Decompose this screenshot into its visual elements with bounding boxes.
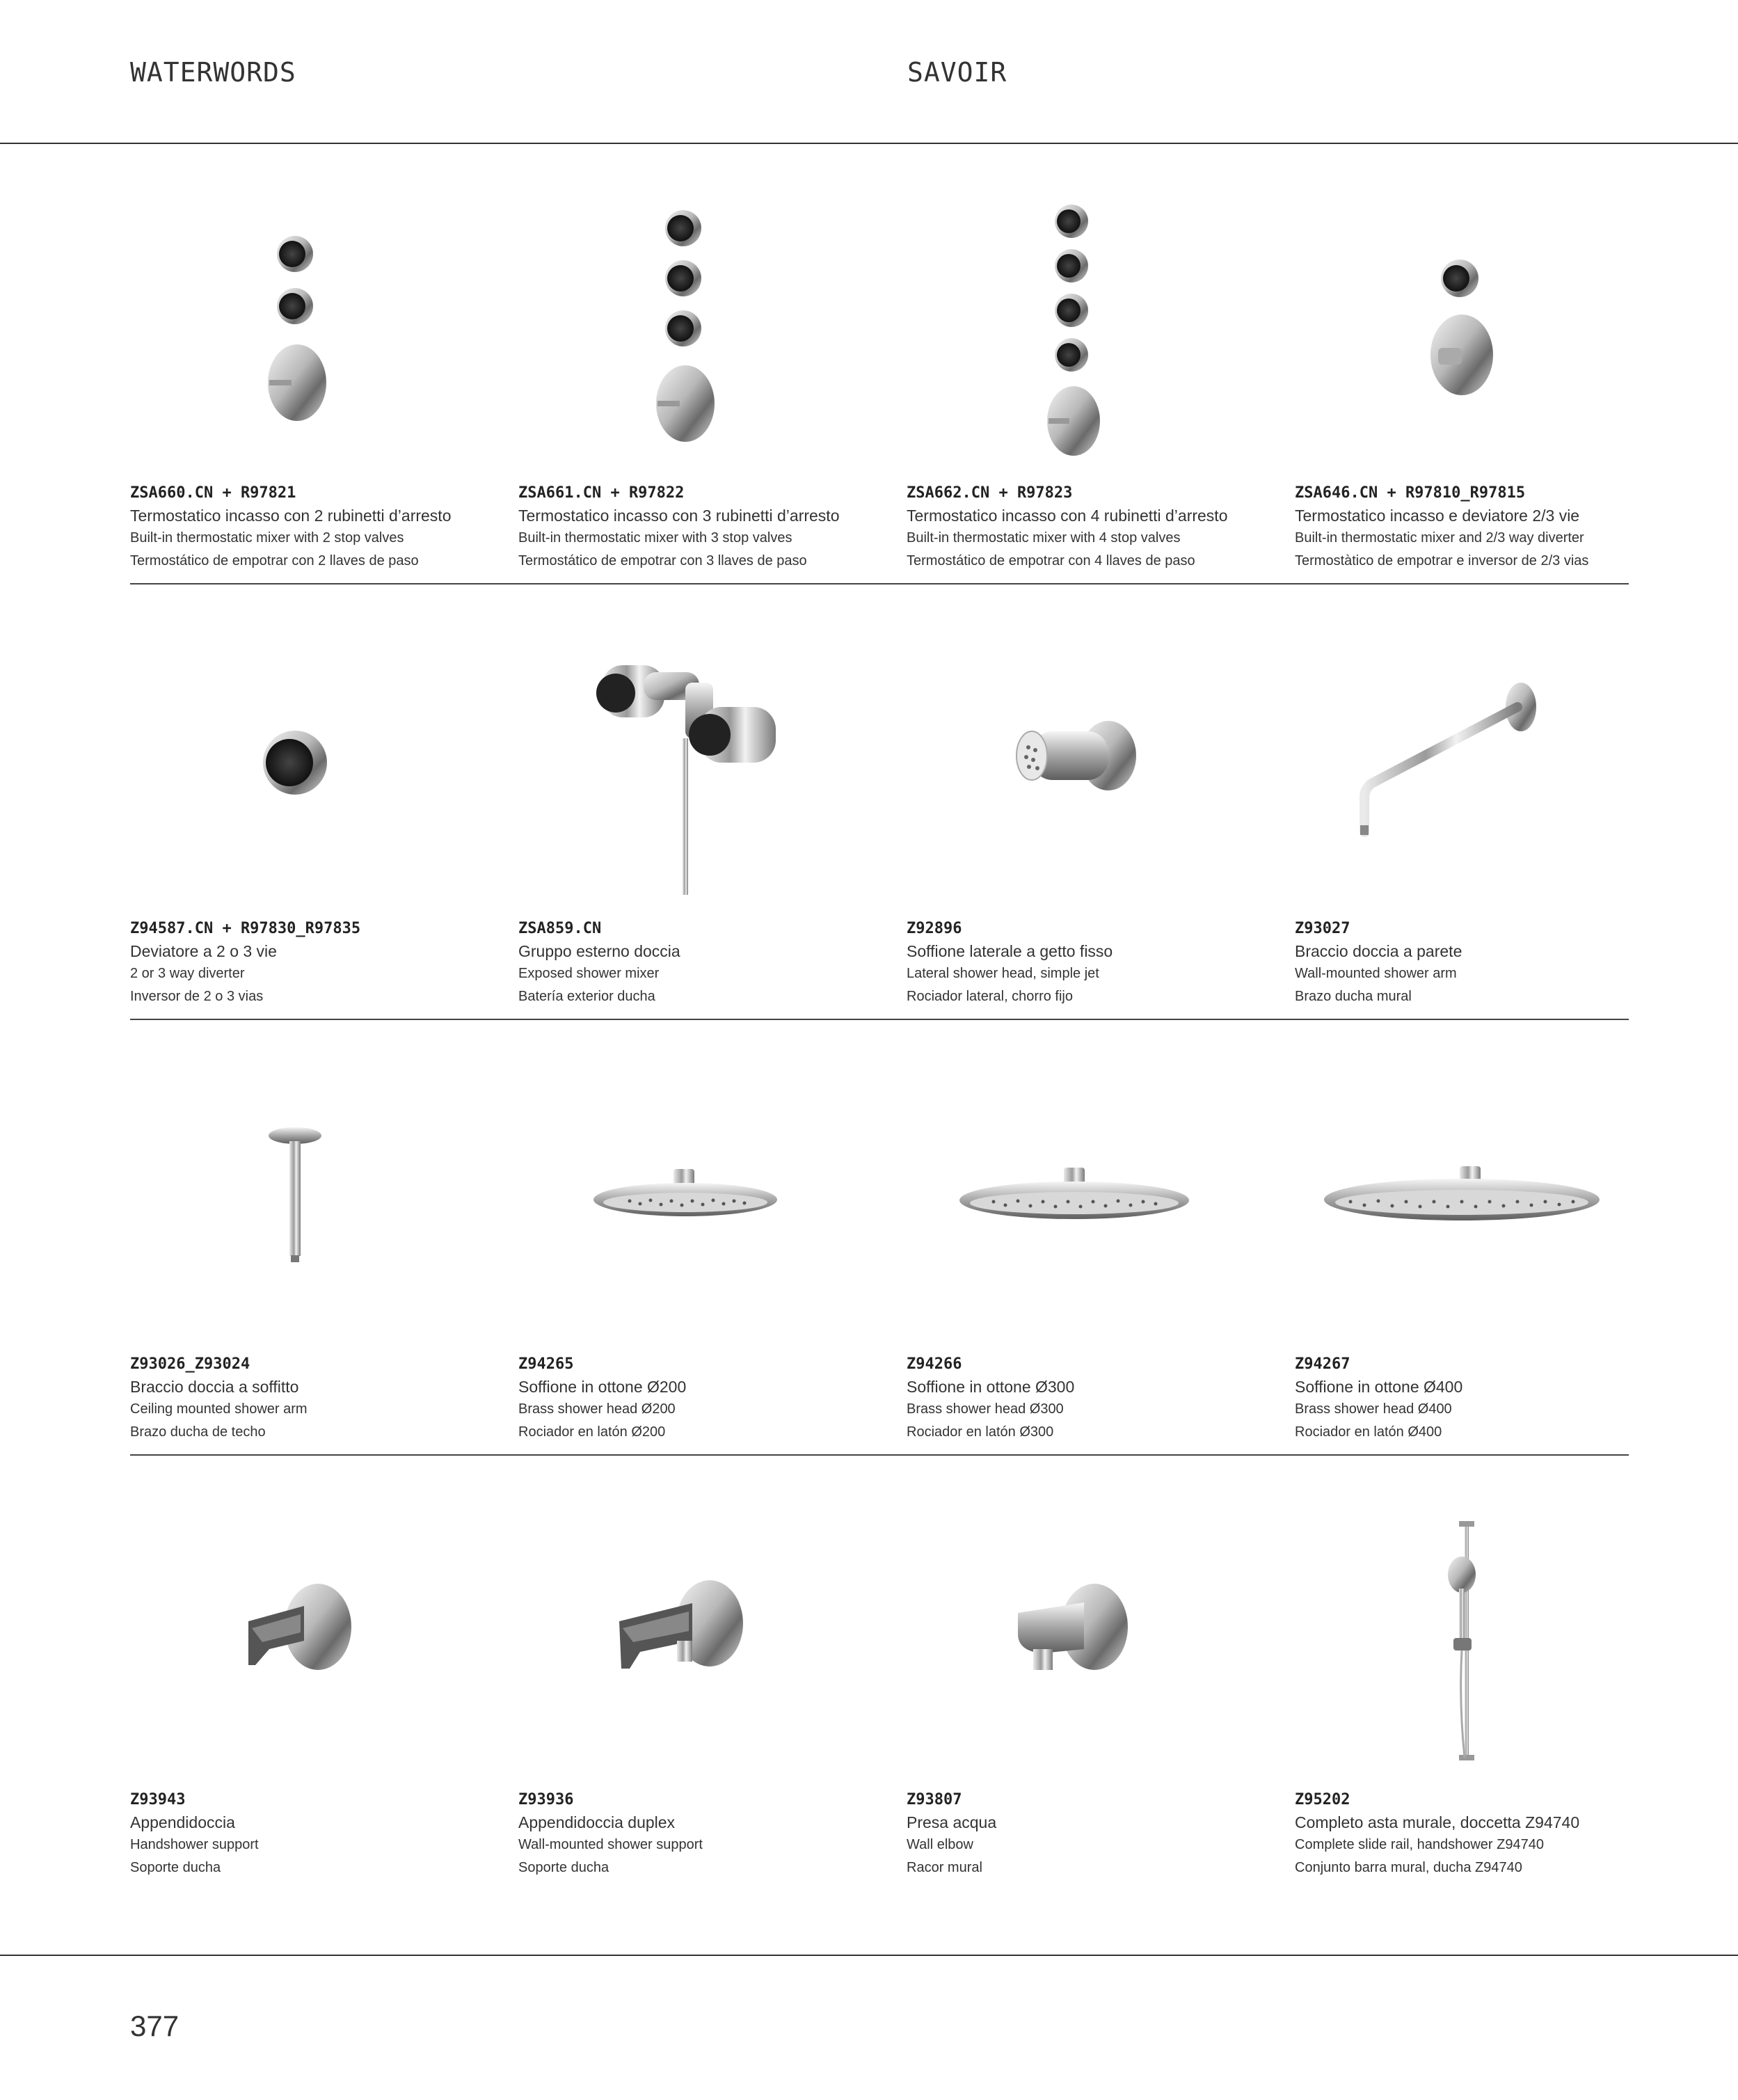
product-name-es: Racor mural xyxy=(907,1860,982,1875)
diverter-knob-icon xyxy=(1441,260,1478,297)
product-code: Z94265 xyxy=(518,1355,574,1373)
product-name-es: Termostático de empotrar con 4 llaves de paso xyxy=(907,553,1195,568)
product-name-it: Braccio doccia a soffitto xyxy=(130,1378,299,1396)
product-name-en: Lateral shower head, simple jet xyxy=(907,966,1099,981)
brand-right: SAVOIR xyxy=(907,57,1007,88)
product-name-it: Completo asta murale, doccetta Z94740 xyxy=(1295,1813,1580,1831)
product-name-es: Termostàtico de empotrar e inversor de 2/3 vias xyxy=(1295,553,1589,568)
product-name-en: Built-in thermostatic mixer with 3 stop valves xyxy=(518,530,792,546)
slide-rail-icon xyxy=(1448,1521,1476,1760)
product-name-es: Inversor de 2 o 3 vias xyxy=(130,989,264,1004)
row-divider xyxy=(130,1454,1629,1456)
stop-valve-icon xyxy=(277,236,313,272)
product-name-it: Appendidoccia xyxy=(130,1813,235,1831)
wall-elbow-icon xyxy=(1018,1584,1128,1670)
product-image xyxy=(907,596,1295,902)
product-image xyxy=(518,1031,907,1337)
product-name-it: Soffione in ottone Ø200 xyxy=(518,1378,687,1396)
stop-valve-icon xyxy=(665,260,701,296)
product-image xyxy=(130,596,518,902)
product-name-en: Built-in thermostatic mixer with 2 stop valves xyxy=(130,530,404,546)
product-code: Z94587.CN + R97830_R97835 xyxy=(130,920,361,937)
product-code: ZSA662.CN + R97823 xyxy=(907,484,1073,502)
brand-left: WATERWORDS xyxy=(130,57,296,88)
thermostat-plate-icon xyxy=(1047,386,1100,456)
product-name-it: Termostatico incasso con 3 rubinetti d’arresto xyxy=(518,507,840,525)
product-name-en: Brass shower head Ø400 xyxy=(1295,1401,1452,1417)
product-code: Z94266 xyxy=(907,1355,962,1373)
product-code: ZSA859.CN xyxy=(518,920,602,937)
product-name-es: Soporte ducha xyxy=(518,1860,609,1875)
shower-head-icon xyxy=(1324,1166,1600,1220)
product-image xyxy=(130,1467,518,1773)
product-name-it: Presa acqua xyxy=(907,1813,997,1831)
product-name-it: Deviatore a 2 o 3 vie xyxy=(130,942,277,960)
product-name-es: Rociador en latón Ø400 xyxy=(1295,1424,1442,1440)
product-image xyxy=(907,1031,1295,1337)
product-image xyxy=(130,160,518,466)
diverter-knob-icon xyxy=(263,731,327,795)
product-image xyxy=(518,1467,907,1773)
product-name-it: Soffione in ottone Ø400 xyxy=(1295,1378,1463,1396)
product-name-en: Wall-mounted shower support xyxy=(518,1837,703,1852)
stop-valve-icon xyxy=(1055,338,1088,372)
product-name-en: Handshower support xyxy=(130,1837,259,1852)
product-name-it: Soffione in ottone Ø300 xyxy=(907,1378,1075,1396)
shower-mixer-icon xyxy=(596,665,776,895)
product-name-es: Conjunto barra mural, ducha Z94740 xyxy=(1295,1860,1522,1875)
product-name-es: Rociador en latón Ø300 xyxy=(907,1424,1054,1440)
product-name-en: Built-in thermostatic mixer and 2/3 way diverter xyxy=(1295,530,1584,546)
shower-support-duplex-icon xyxy=(619,1580,743,1669)
product-code: Z93943 xyxy=(130,1791,186,1808)
footer-divider xyxy=(0,1955,1738,1956)
product-name-en: Ceiling mounted shower arm xyxy=(130,1401,308,1417)
stop-valve-icon xyxy=(277,288,313,324)
product-name-en: Brass shower head Ø200 xyxy=(518,1401,676,1417)
product-image xyxy=(518,160,907,466)
product-name-es: Termostático de empotrar con 2 llaves de paso xyxy=(130,553,419,568)
product-image xyxy=(130,1031,518,1337)
product-image xyxy=(907,160,1295,466)
shower-head-icon xyxy=(593,1169,777,1216)
product-code: Z92896 xyxy=(907,920,962,937)
product-name-es: Termostático de empotrar con 3 llaves de paso xyxy=(518,553,807,568)
stop-valve-icon xyxy=(1055,249,1088,283)
product-code: Z95202 xyxy=(1295,1791,1350,1808)
product-image xyxy=(518,596,907,902)
stop-valve-icon xyxy=(1055,205,1088,238)
product-name-en: Complete slide rail, handshower Z94740 xyxy=(1295,1837,1544,1852)
product-name-es: Rociador en latón Ø200 xyxy=(518,1424,666,1440)
product-name-es: Brazo ducha de techo xyxy=(130,1424,266,1440)
stop-valve-icon xyxy=(665,310,701,347)
stop-valve-icon xyxy=(1055,294,1088,327)
product-name-it: Soffione laterale a getto fisso xyxy=(907,942,1113,960)
product-code: Z94267 xyxy=(1295,1355,1350,1373)
product-code: ZSA661.CN + R97822 xyxy=(518,484,685,502)
product-code: Z93936 xyxy=(518,1791,574,1808)
page-number: 377 xyxy=(130,2010,180,2042)
product-name-it: Braccio doccia a parete xyxy=(1295,942,1462,960)
product-name-en: Exposed shower mixer xyxy=(518,966,660,981)
product-name-it: Termostatico incasso con 4 rubinetti d’arresto xyxy=(907,507,1228,525)
thermostat-plate-icon xyxy=(1430,315,1493,395)
product-image xyxy=(907,1467,1295,1773)
product-image xyxy=(1295,596,1683,902)
product-code: Z93026_Z93024 xyxy=(130,1355,250,1373)
thermostat-plate-icon xyxy=(268,344,326,421)
product-code: Z93027 xyxy=(1295,920,1350,937)
product-name-en: 2 or 3 way diverter xyxy=(130,966,245,981)
product-image xyxy=(1295,1467,1683,1773)
product-name-it: Termostatico incasso con 2 rubinetti d’arresto xyxy=(130,507,452,525)
product-name-it: Appendidoccia duplex xyxy=(518,1813,676,1831)
product-name-en: Wall elbow xyxy=(907,1837,973,1852)
stop-valve-icon xyxy=(665,210,701,246)
product-name-en: Brass shower head Ø300 xyxy=(907,1401,1064,1417)
product-code: ZSA646.CN + R97810_R97815 xyxy=(1295,484,1526,502)
row-divider xyxy=(130,1019,1629,1020)
thermostat-plate-icon xyxy=(656,365,715,442)
product-name-es: Soporte ducha xyxy=(130,1860,221,1875)
product-name-en: Wall-mounted shower arm xyxy=(1295,966,1457,981)
header-divider xyxy=(0,143,1738,144)
ceiling-shower-arm-icon xyxy=(269,1127,321,1262)
product-name-en: Built-in thermostatic mixer with 4 stop valves xyxy=(907,530,1181,546)
product-name-it: Gruppo esterno doccia xyxy=(518,942,680,960)
row-divider xyxy=(130,583,1629,584)
product-image xyxy=(1295,160,1683,466)
product-image xyxy=(1295,1031,1683,1337)
product-name-it: Termostatico incasso e deviatore 2/3 vie xyxy=(1295,507,1580,525)
product-code: ZSA660.CN + R97821 xyxy=(130,484,296,502)
wall-shower-arm-icon xyxy=(1360,683,1536,835)
product-name-es: Rociador lateral, chorro fijo xyxy=(907,989,1073,1004)
product-code: Z93807 xyxy=(907,1791,962,1808)
shower-head-icon xyxy=(959,1168,1189,1219)
handshower-support-icon xyxy=(248,1584,351,1670)
lateral-shower-head-icon xyxy=(1017,721,1136,790)
product-name-es: Batería exterior ducha xyxy=(518,989,655,1004)
product-name-es: Brazo ducha mural xyxy=(1295,989,1412,1004)
